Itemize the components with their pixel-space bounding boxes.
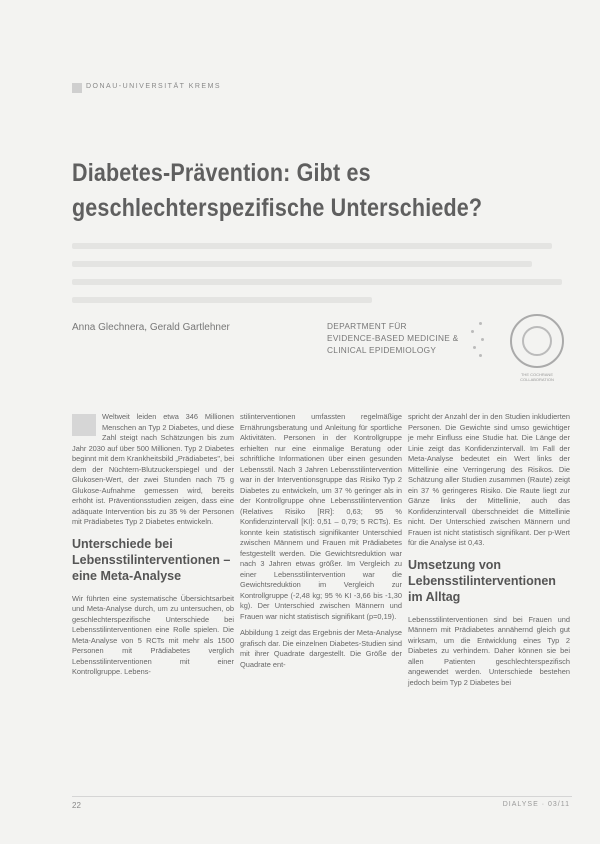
col3-paragraph-2: Lebensstilinterventionen sind bei Frauen und Männern mit Prädiabetes annähernd gleich gut wirksam, um die Entwicklung eines Typ 2 Diabetes zu verhindern. Daher können sie bei allen Patienten geschlechterspezifisch angewendet werden. Unterschiede bestehen jedoch beim Typ 2 Diabetes bei	[408, 614, 570, 687]
decorative-dots	[465, 320, 487, 360]
department-line-1: DEPARTMENT FÜR	[327, 321, 407, 331]
article-title	[72, 156, 502, 226]
title-line-2: geschlechterspezifische Unterschiede?	[72, 194, 483, 222]
page-number: 22	[72, 801, 81, 810]
logo-caption: THE COCHRANE COLLABORATION	[520, 372, 554, 382]
column-2	[240, 412, 402, 676]
footer-rule	[72, 796, 572, 797]
col1-paragraph-2: Wir führten eine systematische Übersichtsarbeit und Meta-Analyse durch, um zu untersuchen, ob geschlechterspezifische Unterschiede bei Lebensstilinterventionen eine Rolle spielen. Die Meta-Analyse von 5 RCTs mit mehr als 1500 Personen mit Prädiabetes verglich Lebensstilinterventionen mit einer Kontrollgruppe. Lebens-	[72, 593, 234, 676]
title-line-1: Diabetes-Prävention: Gibt es	[72, 159, 371, 187]
col2-paragraph-1: stilinterventionen umfassten regelmäßige Ernährungsberatung und Anleitung für sportliche Aktivitäten. Personen in der Kontrollgruppe erhielten nur eine einmalige Beratung oder schriftliche Informationen über einen gesunden Lebensstil. Nach 3 Jahren Lebensstilintervention war in der Interventionsgruppe das Risiko Typ 2 Diabetes zu entwickeln, um 37 % geringer als in der Kontrollgruppe ohne Lebensstilintervention (Relatives Risiko [RR]: 0,63; 95 % Konfidenzintervall [KI]: 0,51 – 0,79; 5 RCTs). Es konnte kein statistisch signifikanter Unterschied zwischen Männern und Frauen mit Prädiabetes festgestellt werden. Die Gewichtsreduktion war nach 3 Jahren etwas größer. Im Vergleich zu einer Lebensstilintervention war die Gewichtsreduktion im Vergleich zur Kontrollgruppe (-2,48 kg; 95 % KI -3,66 bis -1,30 kg). Der Unterschied zwischen Männern und Frauen war nicht statistisch signifikant (p=0,19).	[240, 412, 402, 621]
col3-paragraph-1: spricht der Anzahl der in den Studien inkludierten Personen. Die Gewichte sind umso gewichtiger je mehr Einfluss eine Studie hat. Die Länge der Linie zeigt das Konfidenzintervall. Im Fall der Meta-Analyse bedeutet ein Wert links der Mittellinie eine Verringerung des Risikos. Die Schätzung aller Studien zusammen (Raute) zeigt ein 37 % geringeres Risiko. Die Raute liegt zur Gänze links der Mittellinie, auch das Konfidenzintervall überschneidet die Mittellinie nicht. Der Unterschied zwischen Männern und Frauen ist nicht statistisch signifikant. Der p-Wert für die Analyse ist 0,43.	[408, 412, 570, 547]
section-label: DONAU-UNIVERSITÄT KREMS	[86, 83, 222, 90]
faded-lead-text	[72, 243, 572, 305]
department-line-3: CLINICAL EPIDEMIOLOGY	[327, 345, 437, 355]
department-line-2: EVIDENCE-BASED MEDICINE &	[327, 333, 459, 343]
author-line: Anna Glechnera, Gerald Gartlehner	[72, 322, 230, 333]
cochrane-logo	[510, 314, 564, 368]
column-1	[72, 412, 234, 684]
col2-paragraph-2: Abbildung 1 zeigt das Ergebnis der Meta-Analyse grafisch dar. Die einzelnen Diabetes-Studien sind mit ihrer Quadrate dargestellt. Die Größe der Quadrate ent-	[240, 628, 402, 669]
publication-footer: DIALYSE · 03/11	[502, 801, 570, 808]
col3-heading: Umsetzung von Lebensstilinterventionen im Alltag	[408, 557, 556, 604]
department-block	[327, 320, 459, 356]
section-marker	[72, 83, 82, 93]
col1-heading: Unterschiede bei Lebensstilinterventionen – eine Meta-Analyse	[72, 536, 231, 583]
drop-cap	[72, 414, 96, 436]
col1-paragraph-1: Weltweit leiden etwa 346 Millionen Menschen an Typ 2 Diabetes, und diese Zahl steigt nach Schätzungen bis zum Jahr 2030 auf über 500 Millionen. Typ 2 Diabetes beginnt mit dem Krankheitsbild „Prädiabetes", bei dem der Nüchtern-Blutzuckerspiegel und der Glukosen-Wert, der zwei Stunden nach 75 g Glukose-Aufnahme gemessen wird, bereits erhöht ist. Präventionsstudien zeigen, dass eine adäquate Intervention bis zu 35 % der Personen mit Prädiabetes Typ 2 Diabetes entwickeln.	[72, 412, 234, 526]
column-3	[408, 412, 570, 694]
